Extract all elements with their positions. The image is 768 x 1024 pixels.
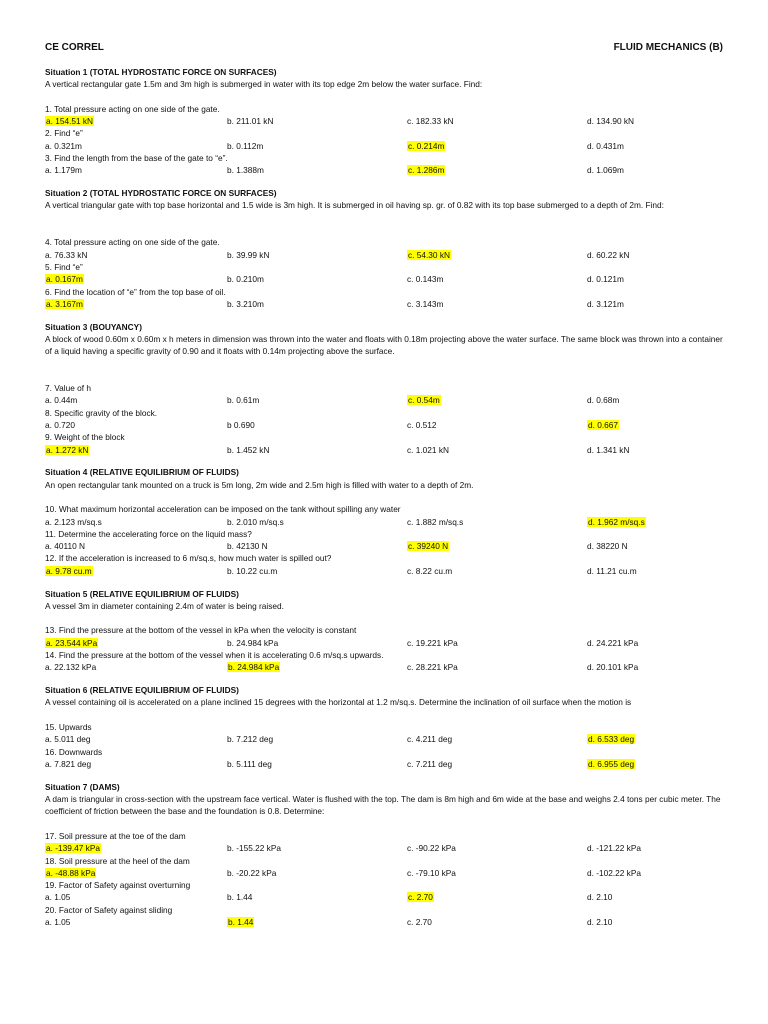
option-label: b. 1.44	[227, 892, 253, 903]
situation-title: Situation 3 (BOUYANCY)	[45, 321, 142, 332]
options-row	[45, 867, 725, 879]
option-cell	[45, 867, 227, 879]
option-cell	[227, 164, 407, 176]
options-row	[45, 394, 725, 406]
question-text: 10. What maximum horizontal acceleration can be imposed on the tank without spilling any water	[45, 504, 401, 515]
option-label: a. 40110 N	[45, 541, 85, 552]
situation-title: Situation 1 (TOTAL HYDROSTATIC FORCE ON SURFACES)	[45, 67, 277, 77]
question-text: 6. Find the location of “e” from the top base of oil.	[45, 286, 226, 297]
option-label: d. 2.10	[587, 917, 613, 927]
situation-text: A vertical rectangular gate 1.5m and 3m high is submerged in water with its top edge 2m below the water surface. Find:	[45, 79, 483, 90]
option-cell	[45, 115, 227, 127]
situation-block	[45, 466, 725, 587]
options-row	[45, 661, 725, 673]
situation-title: Situation 7 (DAMS)	[45, 781, 120, 792]
spacer	[45, 709, 725, 721]
answer-option: a. 3.167m	[46, 298, 83, 309]
option-label: d. 1.069m	[587, 165, 624, 176]
option-label: d. 0.431m	[587, 140, 624, 151]
option-label: b. 0.112m	[227, 140, 264, 151]
option-cell	[587, 516, 725, 528]
spacer	[45, 310, 725, 321]
options-row	[45, 637, 725, 649]
option-cell	[587, 842, 725, 854]
option-label: a. 0.44m	[45, 395, 78, 406]
option-cell	[227, 444, 407, 456]
option-cell	[407, 394, 587, 406]
option-cell	[45, 394, 227, 406]
situation-block	[45, 321, 725, 467]
option-label: c. -79.10 kPa	[407, 867, 456, 878]
option-cell	[587, 115, 725, 127]
options-row	[45, 140, 725, 152]
option-cell	[587, 661, 725, 673]
answer-option: a. -139.47 kPa	[46, 843, 100, 854]
situation-text: A vertical triangular gate with top base horizontal and 1.5 wide is 3m high. It is submerged in oil having sp. gr. of 0.82 with its top base submerged to a depth of 2m. Find:	[45, 200, 664, 211]
option-label: b. 42130 N	[227, 541, 268, 552]
options-row	[45, 298, 725, 310]
option-label: b. 1.452 kN	[227, 444, 270, 455]
options-row	[45, 733, 725, 745]
option-label: b. 39.99 kN	[227, 249, 270, 260]
option-cell	[587, 637, 725, 649]
option-label: c. -90.22 kPa	[407, 843, 456, 854]
option-label: b. 7.212 deg	[227, 734, 274, 745]
option-cell	[45, 758, 227, 770]
question-text: 17. Soil pressure at the toe of the dam	[45, 830, 186, 841]
situation-text: A vessel 3m in diameter containing 2.4m of water is being raised.	[45, 600, 284, 611]
option-label: d. 38220 N	[587, 541, 628, 552]
spacer	[45, 91, 725, 103]
question-text: 12. If the acceleration is increased to 6 m/sq.s, how much water is spilled out?	[45, 553, 332, 564]
option-label: a. 1.179m	[45, 165, 82, 176]
answer-option: a. 1.272 kN	[46, 444, 89, 455]
option-label: a. 2.123 m/sq.s	[45, 516, 102, 527]
option-cell	[227, 842, 407, 854]
option-label: a. 0.321m	[45, 140, 82, 151]
option-cell	[587, 565, 725, 577]
option-label: a. 7.821 deg	[45, 758, 92, 769]
answer-option: d. 1.962 m/sq.s	[588, 516, 645, 527]
option-label: b. 5.111 deg	[227, 758, 272, 769]
option-cell	[227, 249, 407, 261]
question-text: 19. Factor of Safety against overturning	[45, 880, 191, 891]
question-text: 4. Total pressure acting on one side of the gate.	[45, 237, 220, 248]
options-row	[45, 419, 725, 431]
option-label: c. 28.221 kPa	[407, 662, 458, 673]
options-row	[45, 249, 725, 261]
option-cell	[45, 661, 227, 673]
option-label: d. 0.68m	[587, 395, 620, 406]
option-cell	[407, 891, 587, 903]
option-label: c. 0.143m	[407, 274, 444, 285]
spacer	[45, 224, 725, 236]
situation-title: Situation 4 (RELATIVE EQUILIBRIUM OF FLUIDS)	[45, 467, 239, 478]
option-cell	[407, 164, 587, 176]
option-cell	[45, 444, 227, 456]
option-label: c. 2.70	[407, 917, 432, 927]
option-cell	[227, 916, 407, 928]
answer-option: c. 54.30 kN	[408, 249, 450, 260]
options-row	[45, 916, 725, 928]
option-cell	[587, 891, 725, 903]
question-text: 3. Find the length from the base of the gate to “e”.	[45, 153, 228, 164]
option-cell	[407, 444, 587, 456]
option-label: c. 19.221 kPa	[407, 637, 458, 648]
options-row	[45, 516, 725, 528]
options-row	[45, 540, 725, 552]
option-cell	[587, 273, 725, 285]
option-cell	[407, 916, 587, 928]
situation-block	[45, 588, 725, 685]
options-row	[45, 273, 725, 285]
option-cell	[587, 298, 725, 310]
question-text: 11. Determine the accelerating force on the liquid mass?	[45, 528, 252, 539]
option-cell	[407, 733, 587, 745]
option-cell	[407, 842, 587, 854]
situation-text: A vessel containing oil is accelerated on a plane inclined 15 degrees with the horizontal at 1.2 m/sq.s. Determine the inclination of oil surface when the motion is	[45, 697, 632, 708]
spacer	[45, 212, 725, 224]
option-cell	[227, 565, 407, 577]
option-cell	[587, 867, 725, 879]
option-label: b. -155.22 kPa	[227, 843, 281, 854]
option-label: d. 11.21 cu.m	[587, 565, 637, 576]
option-cell	[227, 637, 407, 649]
option-label: a. 0.720	[45, 420, 75, 431]
option-cell	[407, 298, 587, 310]
option-cell	[407, 637, 587, 649]
option-cell	[45, 164, 227, 176]
option-label: a. 1.05	[45, 917, 71, 927]
options-row	[45, 842, 725, 854]
options-row	[45, 164, 725, 176]
option-cell	[407, 540, 587, 552]
spacer	[45, 370, 725, 382]
option-cell	[45, 891, 227, 903]
option-cell	[407, 565, 587, 577]
option-label: c. 1.882 m/sq.s	[407, 516, 464, 527]
option-cell	[407, 661, 587, 673]
spacer	[45, 577, 725, 588]
option-cell	[587, 733, 725, 745]
option-label: c. 7.211 deg	[407, 758, 453, 769]
option-cell	[407, 249, 587, 261]
option-cell	[227, 140, 407, 152]
option-cell	[587, 164, 725, 176]
option-label: b. 3.210m	[227, 298, 264, 309]
option-cell	[587, 419, 725, 431]
spacer	[45, 177, 725, 188]
option-cell	[45, 273, 227, 285]
subject-header: FLUID MECHANICS (B)	[613, 42, 723, 53]
question-text: 9. Weight of the block	[45, 432, 125, 443]
option-cell	[407, 115, 587, 127]
question-content	[45, 66, 725, 928]
answer-option: d. 0.667	[588, 420, 618, 431]
question-text: 16. Downwards	[45, 746, 103, 757]
situation-title: Situation 5 (RELATIVE EQUILIBRIUM OF FLUIDS)	[45, 588, 239, 599]
answer-option: b. 1.44	[228, 917, 254, 927]
option-label: a. 1.05	[45, 892, 71, 903]
situation-block	[45, 684, 725, 781]
option-cell	[45, 419, 227, 431]
option-label: c. 4.211 deg	[407, 734, 453, 745]
option-cell	[407, 140, 587, 152]
option-label: d. 3.121m	[587, 298, 624, 309]
option-cell	[227, 758, 407, 770]
question-text: 20. Factor of Safety against sliding	[45, 904, 173, 915]
options-row	[45, 758, 725, 770]
answer-option: b. 24.984 kPa	[228, 662, 280, 673]
options-row	[45, 115, 725, 127]
option-cell	[227, 394, 407, 406]
option-cell	[587, 916, 725, 928]
option-cell	[45, 733, 227, 745]
answer-option: a. 9.78 cu.m	[46, 565, 92, 576]
question-text: 7. Value of h	[45, 383, 91, 394]
option-cell	[227, 115, 407, 127]
spacer	[45, 674, 725, 685]
question-text: 15. Upwards	[45, 722, 92, 733]
option-label: c. 3.143m	[407, 298, 444, 309]
option-label: b. 24.984 kPa	[227, 637, 279, 648]
option-cell	[45, 842, 227, 854]
option-cell	[45, 637, 227, 649]
option-label: b. 211.01 kN	[227, 116, 274, 127]
option-cell	[587, 140, 725, 152]
answer-option: c. 1.286m	[408, 165, 445, 176]
option-label: d. 0.121m	[587, 274, 624, 285]
situation-text: An open rectangular tank mounted on a truck is 5m long, 2m wide and 2.5m high is filled with water to a depth of 2m.	[45, 479, 474, 490]
situation-title: Situation 6 (RELATIVE EQUILIBRIUM OF FLUIDS)	[45, 685, 239, 696]
question-text: 1. Total pressure acting on one side of the gate.	[45, 103, 220, 114]
option-cell	[227, 540, 407, 552]
option-label: b. -20.22 kPa	[227, 867, 277, 878]
option-cell	[45, 916, 227, 928]
option-label: b. 10.22 cu.m	[227, 565, 278, 576]
answer-option: a. -48.88 kPa	[46, 867, 96, 878]
question-text: 13. Find the pressure at the bottom of the vessel in kPa when the velocity is constant	[45, 625, 357, 636]
option-label: d. 1.341 kN	[587, 444, 630, 455]
option-label: c. 182.33 kN	[407, 116, 454, 127]
spacer	[45, 456, 725, 467]
answer-option: d. 6.955 deg	[588, 758, 635, 769]
spacer	[45, 818, 725, 830]
answer-option: a. 23.544 kPa	[46, 637, 98, 648]
option-label: d. 60.22 kN	[587, 249, 630, 260]
option-cell	[407, 758, 587, 770]
option-label: b. 2.010 m/sq.s	[227, 516, 284, 527]
answer-option: c. 0.54m	[408, 395, 440, 406]
option-label: d. -121.22 kPa	[587, 843, 641, 854]
option-cell	[227, 733, 407, 745]
option-cell	[587, 394, 725, 406]
author-header: CE CORREL	[45, 42, 104, 53]
question-text: 5. Find “e”	[45, 261, 83, 272]
situation-block	[45, 187, 725, 320]
option-cell	[45, 298, 227, 310]
option-label: d. 2.10	[587, 892, 613, 903]
option-cell	[587, 444, 725, 456]
answer-option: a. 154.51 kN	[46, 116, 94, 127]
option-cell	[227, 298, 407, 310]
option-label: c. 8.22 cu.m	[407, 565, 453, 576]
option-cell	[227, 661, 407, 673]
option-cell	[587, 249, 725, 261]
answer-option: c. 39240 N	[408, 541, 449, 552]
question-text: 18. Soil pressure at the heel of the dam	[45, 855, 190, 866]
options-row	[45, 565, 725, 577]
option-cell	[227, 867, 407, 879]
option-cell	[407, 273, 587, 285]
option-cell	[227, 273, 407, 285]
option-cell	[227, 891, 407, 903]
option-label: b. 0.61m	[227, 395, 260, 406]
answer-option: d. 6.533 deg	[588, 734, 635, 745]
option-cell	[45, 249, 227, 261]
option-label: d. -102.22 kPa	[587, 867, 641, 878]
option-cell	[407, 867, 587, 879]
option-cell	[227, 516, 407, 528]
option-label: b. 0.210m	[227, 274, 264, 285]
option-label: b 0.690	[227, 420, 255, 431]
option-label: a. 22.132 kPa	[45, 662, 97, 673]
option-cell	[45, 540, 227, 552]
option-cell	[45, 565, 227, 577]
spacer	[45, 491, 725, 503]
question-text: 2. Find “e”	[45, 128, 83, 139]
option-cell	[407, 516, 587, 528]
answer-option: a. 0.167m	[46, 274, 83, 285]
option-label: b. 1.388m	[227, 165, 264, 176]
spacer	[45, 612, 725, 624]
situation-title: Situation 2 (TOTAL HYDROSTATIC FORCE ON SURFACES)	[45, 188, 277, 199]
option-cell	[407, 419, 587, 431]
option-cell	[587, 758, 725, 770]
situation-block	[45, 781, 725, 929]
option-label: a. 5.011 deg	[45, 734, 91, 745]
question-text: 14. Find the pressure at the bottom of the vessel when it is accelerating 0.6 m/sq.s upwards.	[45, 650, 384, 661]
answer-option: c. 0.214m	[408, 140, 445, 151]
situation-text: A dam is triangular in cross-section with the upstream face vertical. Water is flushed with the top. The dam is 8m high and 6m wide at the base and weighs 2.4 tons per cubic meter. The coefficient of friction between the base and the foundation is 0.8. Determine:	[45, 794, 721, 817]
option-label: a. 76.33 kN	[45, 249, 88, 260]
option-label: d. 20.101 kPa	[587, 662, 639, 673]
option-label: c. 1.021 kN	[407, 444, 449, 455]
situation-block	[45, 66, 725, 187]
option-cell	[587, 540, 725, 552]
options-row	[45, 891, 725, 903]
option-label: d. 134.90 kN	[587, 116, 635, 127]
answer-option: c. 2.70	[408, 892, 433, 903]
option-cell	[45, 516, 227, 528]
option-label: c. 0.512	[407, 420, 437, 431]
situation-text: A block of wood 0.60m x 0.60m x h meters in dimension was thrown into the water and floats with 0.18m projecting above the water surface. The same block was thrown into a container of a liquid having a specific gravity of 0.90 and it floats with 0.14m projecting above the surface.	[45, 333, 723, 357]
spacer	[45, 358, 725, 370]
question-text: 8. Specific gravity of the block.	[45, 407, 158, 418]
option-cell	[227, 419, 407, 431]
spacer	[45, 770, 725, 781]
option-label: d. 24.221 kPa	[587, 637, 639, 648]
option-cell	[45, 140, 227, 152]
options-row	[45, 444, 725, 456]
